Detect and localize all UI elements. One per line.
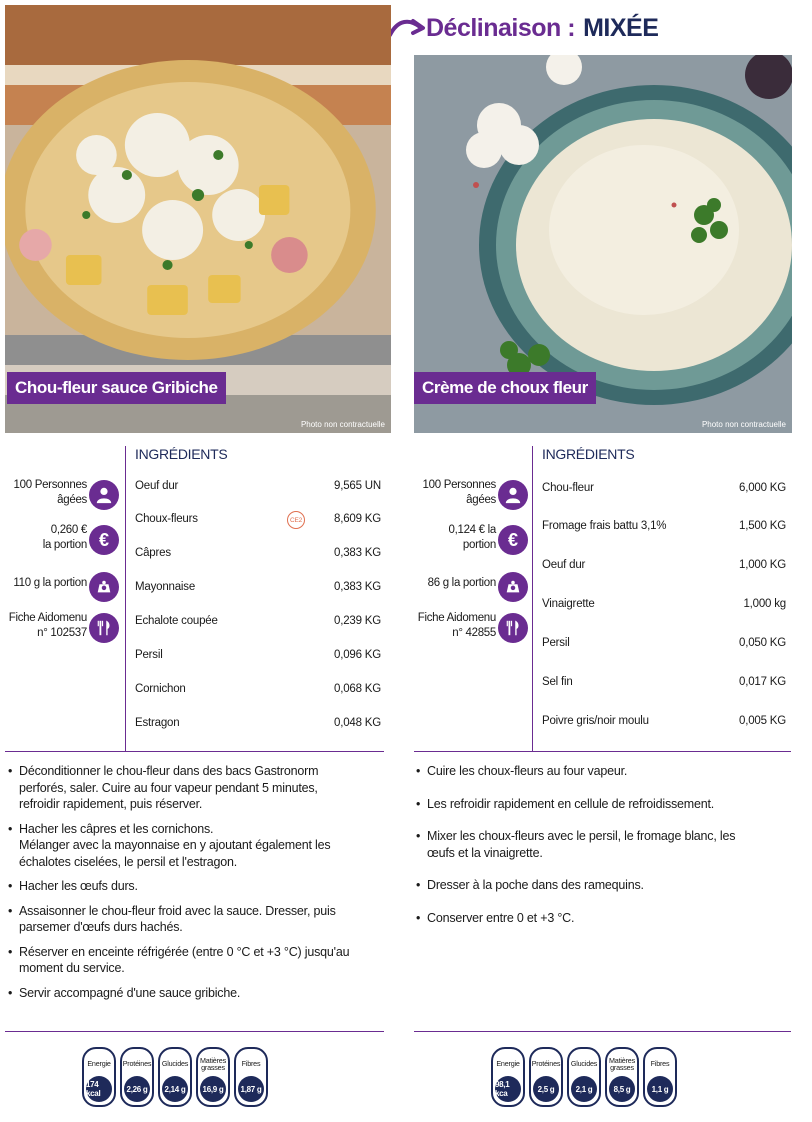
- ce2-badge: CE2: [287, 511, 305, 529]
- ingredient-qty: 0,005 KG: [739, 715, 786, 727]
- dish-photo: [5, 5, 391, 433]
- step-item: • Servir accompagné d'une sauce gribiche.: [8, 985, 368, 1002]
- ingredient-name: Fromage frais battu 3,1%: [542, 520, 667, 532]
- dish-title: Crème de choux fleur: [414, 372, 596, 404]
- portion-label: 110 g la portion: [13, 577, 87, 589]
- nutrition-energy: [491, 1047, 525, 1107]
- recipe-sheet-label: Fiche Aidomenu n° 42855: [417, 612, 496, 639]
- divider-horizontal: [5, 751, 384, 752]
- recipe-sheet-row: [414, 611, 532, 647]
- nutrition-value: 16,9 g: [200, 1076, 226, 1102]
- nutrition-label: Glucides: [161, 1059, 189, 1069]
- nutrition-label: Glucides: [570, 1059, 598, 1069]
- price-label: 0,124 € la portion: [448, 524, 496, 551]
- nutrition-fat: [196, 1047, 230, 1107]
- ingredient-name: Oeuf dur: [135, 480, 179, 492]
- divider-vertical: [532, 446, 533, 751]
- ingredient-name: Poivre gris/noir moulu: [542, 715, 649, 727]
- ingredient-qty: 8,609 KG: [334, 513, 381, 525]
- ingredient-qty: 0,239 KG: [334, 615, 381, 627]
- fork-knife-icon: [498, 613, 528, 643]
- preparation-steps: [8, 763, 368, 1009]
- servings-row: [5, 478, 123, 514]
- ingredient-qty: 1,500 KG: [739, 520, 786, 532]
- nutrition-energy: [82, 1047, 116, 1107]
- nutrition-label: Protéines: [531, 1059, 561, 1069]
- nutrition-value: 1,1 g: [647, 1076, 673, 1102]
- nutrition-label: Protéines: [122, 1059, 152, 1069]
- variant-mode: MIXÉE: [583, 13, 659, 42]
- ingredient-name: Mayonnaise: [135, 581, 196, 593]
- dish-photo: [414, 55, 792, 433]
- nutrition-value: 2,26 g: [124, 1076, 150, 1102]
- nutrition-value: 2,5 g: [533, 1076, 559, 1102]
- nutrition-label: Fibres: [650, 1059, 670, 1069]
- ingredient-name: Sel fin: [542, 676, 573, 688]
- ingredient-name: Persil: [542, 637, 570, 649]
- price-row: [5, 523, 123, 559]
- ingredient-qty: 0,068 KG: [334, 683, 381, 695]
- preparation-steps: [416, 763, 776, 942]
- servings-label: 100 Personnes âgées: [422, 479, 496, 506]
- nutrition-fat: [605, 1047, 639, 1107]
- scale-icon: [498, 572, 528, 602]
- ingredient-name: Persil: [135, 649, 163, 661]
- step-item: • Déconditionner le chou-fleur dans des bacs Gastronorm perforés, saler. Cuire au four vapeur pendant 5 minutes, refroidir rapidement, puis réserver.: [8, 763, 368, 813]
- step-item: • Hacher les câpres et les cornichons. Mélanger avec la mayonnaise en y ajoutant également les échalotes ciselées, le persil et l'estragon.: [8, 821, 368, 871]
- portion-row: [5, 570, 123, 606]
- nutrition-label: Energie: [496, 1059, 520, 1069]
- step-item: • Conserver entre 0 et +3 °C.: [416, 910, 776, 927]
- ingredient-name: Cornichon: [135, 683, 186, 695]
- nutrition-fiber: [643, 1047, 677, 1107]
- ingredient-qty: 0,050 KG: [739, 637, 786, 649]
- nutrition-fiber: [234, 1047, 268, 1107]
- price-label: 0,260 € la portion: [42, 524, 87, 551]
- recipe-sheet-row: [5, 611, 123, 647]
- nutrition-value: 1,87 g: [238, 1076, 264, 1102]
- nutrition-value: 8,5 g: [609, 1076, 635, 1102]
- scale-icon: [89, 572, 119, 602]
- step-item: • Dresser à la poche dans des ramequins.: [416, 877, 776, 894]
- ingredient-qty: 6,000 KG: [739, 482, 786, 494]
- ingredient-qty: 1,000 kg: [743, 598, 786, 610]
- servings-row: [414, 478, 532, 514]
- person-icon: [498, 480, 528, 510]
- dish-title: Chou-fleur sauce Gribiche: [7, 372, 226, 404]
- recipe-left: [5, 0, 391, 1122]
- ingredients-title: INGRÉDIENTS: [135, 446, 228, 462]
- nutrition-value: 2,14 g: [162, 1076, 188, 1102]
- ingredient-qty: 9,565 UN: [334, 480, 381, 492]
- step-item: • Les refroidir rapidement en cellule de refroidissement.: [416, 796, 776, 813]
- nutrition-label: Matières grasses: [609, 1055, 635, 1072]
- fork-knife-icon: [89, 613, 119, 643]
- divider-horizontal: [414, 1031, 791, 1032]
- step-item: • Cuire les choux-fleurs au four vapeur.: [416, 763, 776, 780]
- nutrition-protein: [120, 1047, 154, 1107]
- ingredient-qty: 1,000 KG: [739, 559, 786, 571]
- divider-horizontal: [414, 751, 791, 752]
- step-item: • Réserver en enceinte réfrigérée (entre 0 °C et +3 °C) jusqu'au moment du service.: [8, 944, 368, 977]
- portion-row: [414, 570, 532, 606]
- nutrition-value: 2,1 g: [571, 1076, 597, 1102]
- ingredient-qty: 0,096 KG: [334, 649, 381, 661]
- nutrition-facts: [82, 1047, 268, 1107]
- divider-horizontal: [5, 1031, 384, 1032]
- price-row: [414, 523, 532, 559]
- nutrition-carbs: [158, 1047, 192, 1107]
- variant-prefix: Déclinaison :: [426, 13, 576, 42]
- person-icon: [89, 480, 119, 510]
- step-item: • Hacher les œufs durs.: [8, 878, 368, 895]
- nutrition-value: 98,1 kca: [495, 1076, 521, 1102]
- photo-disclaimer: Photo non contractuelle: [300, 420, 385, 429]
- ingredient-qty: 0,048 KG: [334, 717, 381, 729]
- nutrition-label: Energie: [87, 1059, 111, 1069]
- nutrition-label: Fibres: [241, 1059, 261, 1069]
- ingredient-qty: 0,383 KG: [334, 547, 381, 559]
- ingredient-name: Vinaigrette: [542, 598, 595, 610]
- nutrition-carbs: [567, 1047, 601, 1107]
- recipe-sheet-label: Fiche Aidomenu n° 102537: [8, 612, 87, 639]
- ingredients-title: INGRÉDIENTS: [542, 446, 635, 462]
- ingredient-name: Chou-fleur: [542, 482, 594, 494]
- nutrition-value: 174 kcal: [86, 1076, 112, 1102]
- portion-label: 86 g la portion: [427, 577, 496, 589]
- nutrition-facts: [491, 1047, 677, 1107]
- recipe-right: [414, 0, 792, 1122]
- euro-icon: €: [498, 525, 528, 555]
- step-item: • Mixer les choux-fleurs avec le persil, le fromage blanc, les œufs et la vinaigrette.: [416, 828, 776, 861]
- ingredient-qty: 0,017 KG: [739, 676, 786, 688]
- ingredient-name: Estragon: [135, 717, 180, 729]
- divider-vertical: [125, 446, 126, 751]
- servings-label: 100 Personnes âgées: [13, 479, 87, 506]
- dish-photo-illustration: [5, 5, 391, 433]
- photo-disclaimer: Photo non contractuelle: [701, 420, 786, 429]
- step-item: • Assaisonner le chou-fleur froid avec la sauce. Dresser, puis parsemer d'œufs durs hachés.: [8, 903, 368, 936]
- ingredient-name: Câpres: [135, 547, 171, 559]
- nutrition-label: Matières grasses: [200, 1055, 226, 1072]
- ingredient-name: Choux-fleurs: [135, 513, 198, 525]
- ingredient-name: Oeuf dur: [542, 559, 586, 571]
- nutrition-protein: [529, 1047, 563, 1107]
- euro-icon: €: [89, 525, 119, 555]
- ingredient-name: Echalote coupée: [135, 615, 218, 627]
- ingredient-qty: 0,383 KG: [334, 581, 381, 593]
